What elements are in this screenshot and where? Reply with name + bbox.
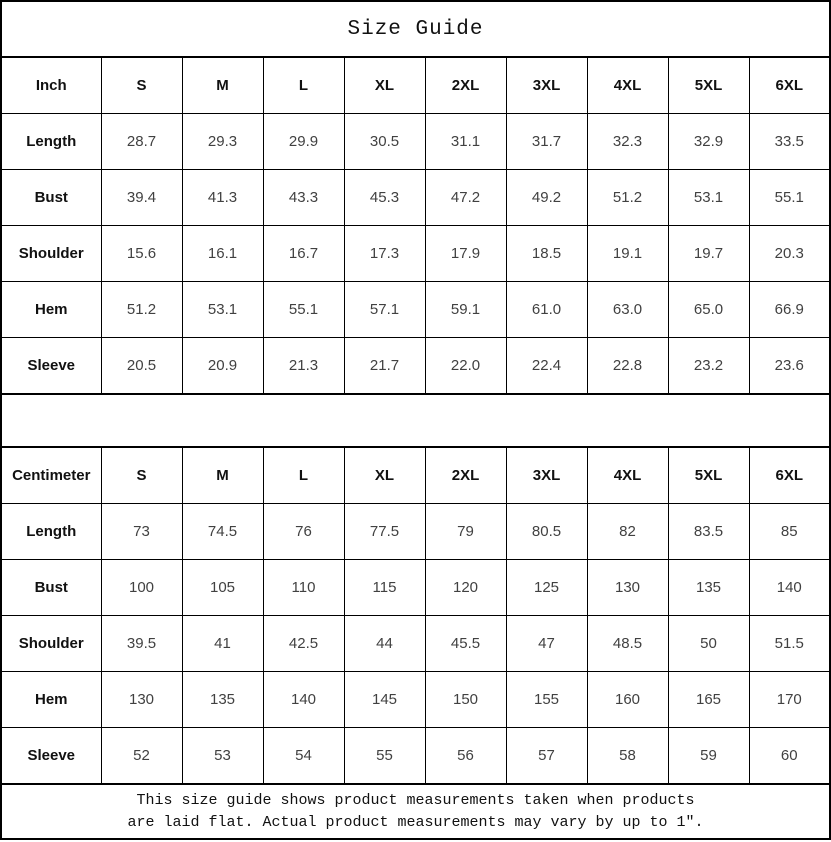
measurement-value: 135 xyxy=(182,672,263,728)
centimeter-size-table xyxy=(0,446,831,785)
measurement-value: 15.6 xyxy=(101,226,182,282)
measurement-value: 32.3 xyxy=(587,114,668,170)
size-header-cell: S xyxy=(101,447,182,504)
size-header-cell: 3XL xyxy=(506,447,587,504)
measurement-value: 80.5 xyxy=(506,504,587,560)
measurement-value: 29.9 xyxy=(263,114,344,170)
table-row xyxy=(1,672,830,728)
measurement-value: 165 xyxy=(668,672,749,728)
measurement-value: 66.9 xyxy=(749,282,830,338)
size-header-cell: 4XL xyxy=(587,57,668,114)
measurement-value: 31.1 xyxy=(425,114,506,170)
measurement-value: 58 xyxy=(587,728,668,785)
measurement-value: 31.7 xyxy=(506,114,587,170)
measurement-value: 100 xyxy=(101,560,182,616)
measurement-value: 135 xyxy=(668,560,749,616)
measurement-value: 16.7 xyxy=(263,226,344,282)
table-row xyxy=(1,560,830,616)
measurement-value: 43.3 xyxy=(263,170,344,226)
footer-line-1: This size guide shows product measurements taken when products xyxy=(136,791,695,809)
measurement-value: 54 xyxy=(263,728,344,785)
measurement-label: Hem xyxy=(1,282,101,338)
measurement-value: 145 xyxy=(344,672,425,728)
measurement-value: 42.5 xyxy=(263,616,344,672)
measurement-value: 55.1 xyxy=(263,282,344,338)
footer-note xyxy=(0,783,831,840)
measurement-value: 79 xyxy=(425,504,506,560)
measurement-value: 74.5 xyxy=(182,504,263,560)
measurement-label: Sleeve xyxy=(1,338,101,395)
measurement-value: 32.9 xyxy=(668,114,749,170)
measurement-value: 23.2 xyxy=(668,338,749,395)
table-row xyxy=(1,226,830,282)
measurement-value: 22.4 xyxy=(506,338,587,395)
measurement-value: 76 xyxy=(263,504,344,560)
measurement-value: 170 xyxy=(749,672,830,728)
measurement-value: 30.5 xyxy=(344,114,425,170)
measurement-value: 52 xyxy=(101,728,182,785)
size-header-cell: 5XL xyxy=(668,447,749,504)
unit-label-cell: Inch xyxy=(1,57,101,114)
size-header-cell: XL xyxy=(344,447,425,504)
size-header-cell: L xyxy=(263,57,344,114)
size-header-cell: 3XL xyxy=(506,57,587,114)
measurement-value: 45.3 xyxy=(344,170,425,226)
measurement-value: 20.9 xyxy=(182,338,263,395)
size-header-cell: 2XL xyxy=(425,447,506,504)
size-header-cell: 6XL xyxy=(749,57,830,114)
size-header-cell: 4XL xyxy=(587,447,668,504)
measurement-value: 51.2 xyxy=(587,170,668,226)
measurement-value: 23.6 xyxy=(749,338,830,395)
table-row xyxy=(1,114,830,170)
measurement-value: 125 xyxy=(506,560,587,616)
measurement-value: 51.2 xyxy=(101,282,182,338)
measurement-value: 61.0 xyxy=(506,282,587,338)
measurement-value: 140 xyxy=(263,672,344,728)
table-row xyxy=(1,170,830,226)
measurement-value: 160 xyxy=(587,672,668,728)
measurement-label: Sleeve xyxy=(1,728,101,785)
size-header-row xyxy=(1,57,830,114)
size-header-cell: M xyxy=(182,447,263,504)
measurement-value: 63.0 xyxy=(587,282,668,338)
measurement-value: 57.1 xyxy=(344,282,425,338)
measurement-value: 53 xyxy=(182,728,263,785)
page-title: Size Guide xyxy=(0,0,831,58)
size-header-cell: 2XL xyxy=(425,57,506,114)
measurement-value: 85 xyxy=(749,504,830,560)
measurement-value: 51.5 xyxy=(749,616,830,672)
footer-line-2: are laid flat. Actual product measurements may vary by up to 1″. xyxy=(127,813,704,831)
measurement-value: 18.5 xyxy=(506,226,587,282)
measurement-value: 16.1 xyxy=(182,226,263,282)
measurement-value: 48.5 xyxy=(587,616,668,672)
measurement-value: 33.5 xyxy=(749,114,830,170)
measurement-value: 20.5 xyxy=(101,338,182,395)
measurement-label: Shoulder xyxy=(1,616,101,672)
measurement-value: 150 xyxy=(425,672,506,728)
measurement-label: Hem xyxy=(1,672,101,728)
measurement-value: 28.7 xyxy=(101,114,182,170)
measurement-value: 29.3 xyxy=(182,114,263,170)
measurement-value: 21.3 xyxy=(263,338,344,395)
measurement-value: 57 xyxy=(506,728,587,785)
measurement-value: 130 xyxy=(101,672,182,728)
measurement-value: 19.7 xyxy=(668,226,749,282)
measurement-value: 20.3 xyxy=(749,226,830,282)
measurement-value: 77.5 xyxy=(344,504,425,560)
measurement-value: 82 xyxy=(587,504,668,560)
table-row xyxy=(1,504,830,560)
size-header-cell: M xyxy=(182,57,263,114)
measurement-value: 60 xyxy=(749,728,830,785)
table-row xyxy=(1,728,830,785)
measurement-value: 65.0 xyxy=(668,282,749,338)
table-row xyxy=(1,338,830,395)
table-spacer xyxy=(0,393,831,448)
inch-size-table xyxy=(0,56,831,395)
measurement-value: 39.5 xyxy=(101,616,182,672)
measurement-value: 47 xyxy=(506,616,587,672)
measurement-value: 41.3 xyxy=(182,170,263,226)
measurement-value: 17.9 xyxy=(425,226,506,282)
unit-label-cell: Centimeter xyxy=(1,447,101,504)
measurement-value: 73 xyxy=(101,504,182,560)
measurement-value: 59 xyxy=(668,728,749,785)
measurement-value: 44 xyxy=(344,616,425,672)
measurement-value: 45.5 xyxy=(425,616,506,672)
measurement-label: Length xyxy=(1,114,101,170)
measurement-value: 49.2 xyxy=(506,170,587,226)
measurement-value: 22.0 xyxy=(425,338,506,395)
measurement-value: 22.8 xyxy=(587,338,668,395)
measurement-label: Length xyxy=(1,504,101,560)
measurement-value: 47.2 xyxy=(425,170,506,226)
measurement-value: 115 xyxy=(344,560,425,616)
size-header-cell: 5XL xyxy=(668,57,749,114)
measurement-value: 55.1 xyxy=(749,170,830,226)
measurement-value: 59.1 xyxy=(425,282,506,338)
size-header-cell: S xyxy=(101,57,182,114)
size-header-cell: XL xyxy=(344,57,425,114)
measurement-value: 53.1 xyxy=(668,170,749,226)
measurement-value: 130 xyxy=(587,560,668,616)
measurement-value: 155 xyxy=(506,672,587,728)
measurement-value: 53.1 xyxy=(182,282,263,338)
measurement-value: 110 xyxy=(263,560,344,616)
size-header-cell: 6XL xyxy=(749,447,830,504)
table-row xyxy=(1,616,830,672)
measurement-label: Shoulder xyxy=(1,226,101,282)
measurement-label: Bust xyxy=(1,170,101,226)
measurement-value: 41 xyxy=(182,616,263,672)
measurement-value: 83.5 xyxy=(668,504,749,560)
measurement-value: 17.3 xyxy=(344,226,425,282)
size-header-row xyxy=(1,447,830,504)
measurement-value: 56 xyxy=(425,728,506,785)
table-row xyxy=(1,282,830,338)
measurement-value: 105 xyxy=(182,560,263,616)
measurement-value: 39.4 xyxy=(101,170,182,226)
measurement-value: 19.1 xyxy=(587,226,668,282)
measurement-value: 21.7 xyxy=(344,338,425,395)
measurement-value: 55 xyxy=(344,728,425,785)
size-header-cell: L xyxy=(263,447,344,504)
measurement-value: 140 xyxy=(749,560,830,616)
measurement-value: 120 xyxy=(425,560,506,616)
measurement-label: Bust xyxy=(1,560,101,616)
measurement-value: 50 xyxy=(668,616,749,672)
